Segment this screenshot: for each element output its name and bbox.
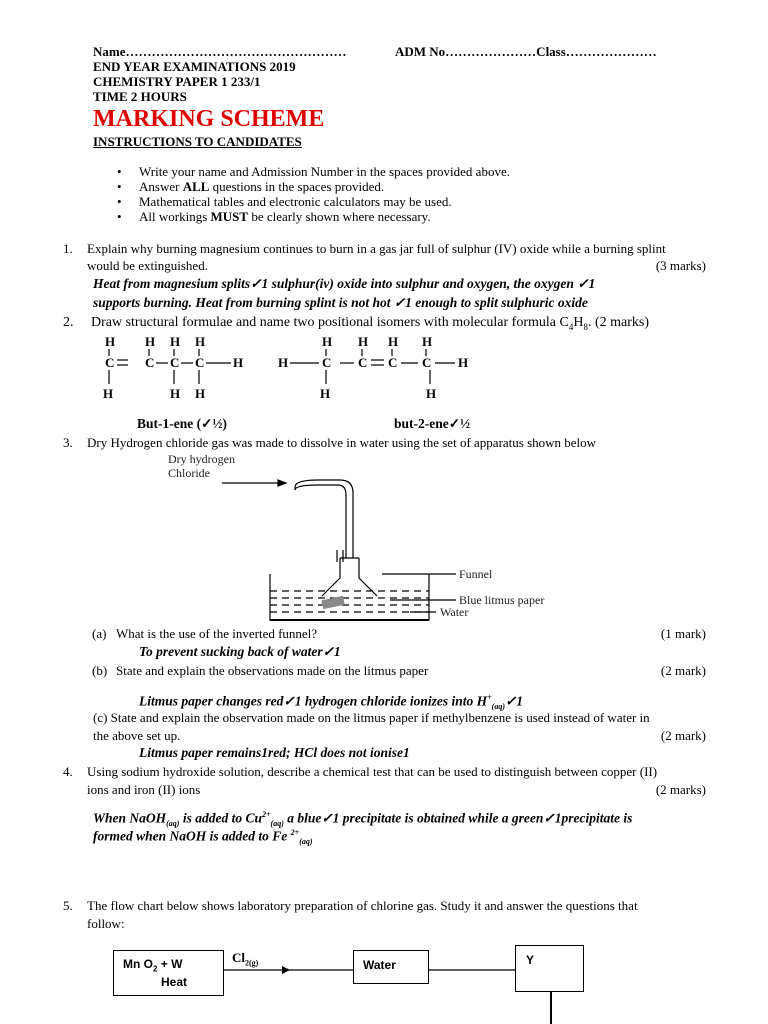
funnel-label: Funnel	[459, 567, 493, 581]
atom-label: H	[170, 386, 181, 401]
question-1-number: 1.	[63, 241, 73, 256]
atom-label: H	[422, 334, 433, 349]
bullet-icon: •	[117, 194, 122, 209]
atom-label: C	[388, 355, 398, 370]
flowchart-box-y: Y	[515, 945, 584, 992]
gas-label: Dry hydrogen	[168, 452, 235, 466]
q3a-text: What is the use of the inverted funnel?	[116, 626, 318, 641]
instruction-item: • Write your name and Admission Number in the spaces provided above.	[117, 164, 510, 179]
q3a-marks: (1 mark)	[660, 626, 706, 641]
q3c-answer: Litmus paper remains1red; HCl does not ionise1	[139, 745, 410, 760]
atom-label: C	[195, 355, 205, 370]
atom-label: H	[233, 355, 244, 370]
hcl-apparatus-diagram	[160, 450, 550, 630]
question-4-answer-cont: formed when NaOH is added to Fe $^{2+}_{(aq)}$	[93, 828, 313, 847]
heat-label: Heat	[161, 975, 188, 990]
atom-label: C	[322, 355, 332, 370]
isomer-1-name: But-1-ene (✓½)	[137, 416, 228, 431]
atom-label: C	[170, 355, 180, 370]
reactants-label: Mn $O_2 + W$	[123, 957, 183, 974]
question-4-answer: When NaOH$_{(aq)}$ is added to $Cu^{2+}_{(aq)}$ a blue✓1 precipitate is obtained while a green✓1precipitate is	[93, 810, 633, 829]
question-2-number: 2.	[63, 315, 74, 330]
question-1-text-cont: would be extinguished.	[87, 258, 208, 273]
question-5-text: The flow chart below shows laboratory preparation of chlorine gas. Study it and answer the questions that	[87, 898, 638, 913]
flowchart-box-reactants	[113, 950, 224, 996]
atom-label: H	[278, 355, 289, 370]
q3a-answer: To prevent sucking back of water✓1	[139, 644, 341, 659]
litmus-label: Blue litmus paper	[459, 593, 545, 607]
atom-label: H	[426, 386, 437, 401]
question-4-marks: (2 marks)	[655, 782, 706, 797]
atom-label: H	[195, 386, 206, 401]
q3b-label: (b)	[92, 663, 108, 678]
paper-title: CHEMISTRY PAPER 1 233/1	[93, 74, 261, 89]
atom-label: C	[422, 355, 432, 370]
atom-label: C	[105, 355, 115, 370]
question-1-answer: Heat from magnesium splits✓1 sulphur(iv) oxide into sulphur and oxygen, the oxygen ✓1	[93, 276, 596, 291]
isomer-structures	[90, 332, 510, 404]
flowchart-connector	[428, 962, 518, 978]
question-3-number: 3.	[63, 435, 73, 450]
question-1-marks: (3 marks)	[655, 258, 706, 273]
flowchart-box-water: Water	[353, 950, 429, 984]
marking-scheme-title: MARKING SCHEME	[93, 106, 325, 132]
q3c-text: (c) State and explain the observation made on the litmus paper if methylbenzene is used instead of water in	[93, 710, 650, 725]
atom-label: H	[103, 386, 114, 401]
instruction-item: • Answer ALL questions in the spaces provided.	[117, 179, 385, 194]
atom-label: H	[322, 334, 333, 349]
atom-label: H	[105, 334, 116, 349]
q3c-text-cont: the above set up.	[93, 728, 181, 743]
question-1-text: Explain why burning magnesium continues to burn in a gas jar full of sulphur (IV) oxide while a burning splint	[87, 241, 666, 256]
question-4-number: 4.	[63, 764, 73, 779]
atom-label: H	[170, 334, 181, 349]
q3b-text: State and explain the observations made on the litmus paper	[116, 663, 429, 678]
atom-label: C	[145, 355, 155, 370]
question-5-number: 5.	[63, 898, 73, 913]
bullet-icon: •	[117, 209, 122, 224]
time-allowed: TIME 2 HOURS	[93, 89, 187, 104]
bullet-icon: •	[117, 164, 122, 179]
atom-label: H	[458, 355, 469, 370]
question-4-text-cont: ions and iron (II) ions	[87, 782, 201, 797]
q3b-marks: (2 mark)	[660, 663, 706, 678]
exam-title: END YEAR EXAMINATIONS 2019	[93, 59, 296, 74]
atom-label: H	[358, 334, 369, 349]
q3b-answer: Litmus paper changes red✓1 hydrogen chloride ionizes into $H^+_{(aq)}✓1$	[139, 693, 524, 712]
question-3-text: Dry Hydrogen chloride gas was made to dissolve in water using the set of apparatus shown below	[87, 435, 597, 450]
question-1-answer-cont: supports burning. Heat from burning splint is not hot ✓1 enough to split sulphuric oxide	[93, 295, 588, 310]
gas-label: Chloride	[168, 466, 210, 480]
instruction-item: • All workings MUST be clearly shown where necessary.	[117, 209, 431, 224]
adm-class-line: ADM No…………………Class…………………	[395, 44, 657, 59]
instruction-item: • Mathematical tables and electronic calculators may be used.	[117, 194, 452, 209]
water-label: Water	[440, 605, 469, 619]
flowchart-down-line	[550, 992, 552, 1024]
atom-label: H	[195, 334, 206, 349]
bullet-icon: •	[117, 179, 122, 194]
question-5-text-cont: follow:	[87, 916, 125, 931]
isomer-2-name: but-2-ene✓½	[394, 416, 471, 431]
atom-label: C	[358, 355, 368, 370]
question-4-text: Using sodium hydroxide solution, describe a chemical test that can be used to distinguish between copper (II)	[87, 764, 658, 779]
name-line: Name……………………………………………	[93, 44, 347, 59]
atom-label: H	[388, 334, 399, 349]
q3a-label: (a)	[92, 626, 107, 641]
q3c-marks: (2 mark)	[660, 728, 706, 743]
flowchart-arrow	[224, 962, 356, 978]
question-2-text: Draw structural formulae and name two positional isomers with molecular formula $C_4H_8$. (2 marks)	[91, 315, 649, 332]
chlorine-arrow-label: $Cl_{2(g)}$	[232, 950, 259, 968]
atom-label: H	[320, 386, 331, 401]
atom-label: H	[145, 334, 156, 349]
instructions-heading: INSTRUCTIONS TO CANDIDATES	[93, 134, 302, 149]
